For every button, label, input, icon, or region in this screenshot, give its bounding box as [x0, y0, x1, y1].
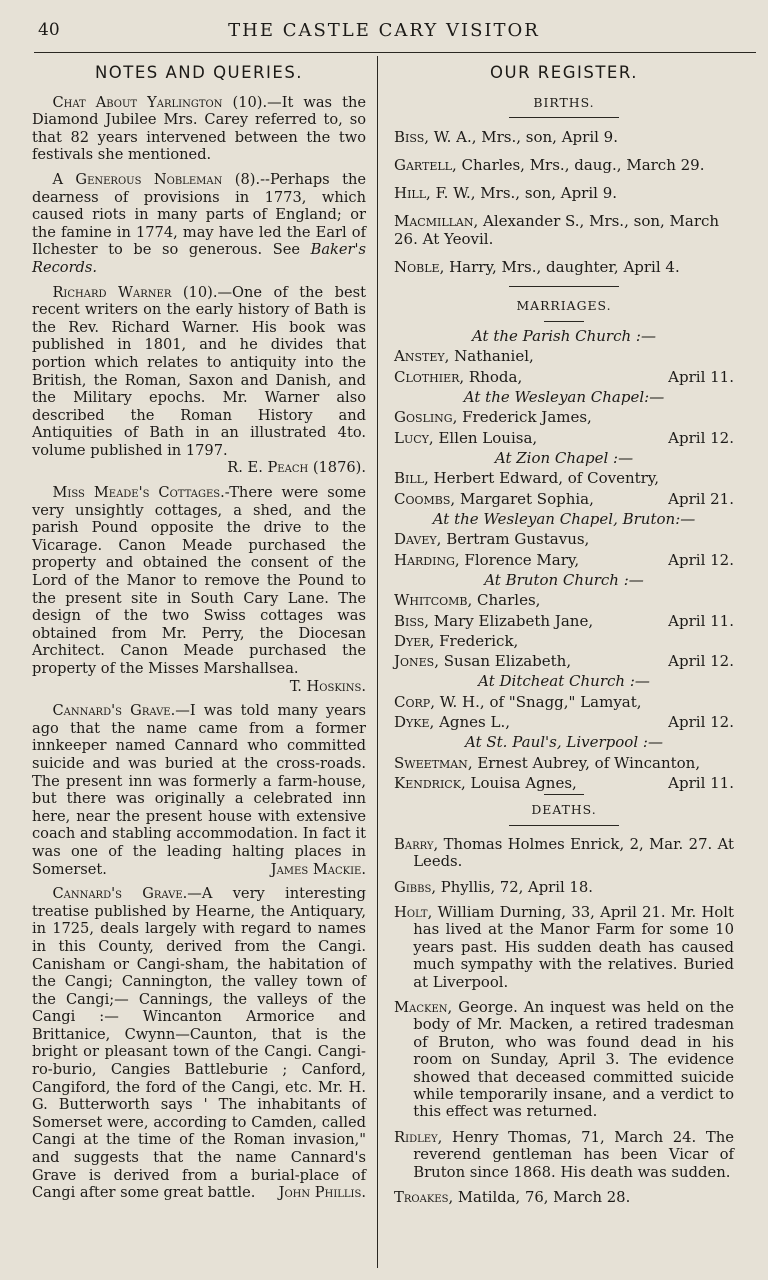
note-reference: Baker's Records.: [32, 241, 366, 276]
death-entry: [394, 1129, 734, 1181]
marriage-date: April 12.: [668, 651, 734, 670]
party-details: , Mary Elizabeth Jane,: [424, 611, 594, 630]
births-heading: BIRTHS.: [533, 94, 595, 110]
birth-details: , W. A., Mrs., son, April 9.: [424, 128, 618, 147]
death-entry: [394, 999, 734, 1121]
birth-details: , F. W., Mrs., son, April 9.: [426, 184, 618, 203]
note-entry: [32, 484, 366, 695]
note-text: —It was the Diamond Jubilee Mrs. Carey referred to, so that 82 years intervened between the two festivals she mentioned.: [32, 93, 366, 164]
marriage-party: [394, 530, 734, 548]
birth-entry: [394, 128, 734, 146]
note-entry: [32, 702, 366, 878]
note-heading: Cannard's Grave.: [52, 885, 188, 903]
party-details: , Susan Elizabeth,: [434, 651, 572, 670]
party-details: , Frederick James,: [452, 408, 592, 427]
register-column: [394, 62, 734, 1215]
surname: Corp: [394, 692, 431, 711]
surname: Jones: [394, 651, 435, 670]
marriage-party: [394, 429, 734, 447]
marriage-date: April 11.: [668, 773, 734, 792]
surname: Davey: [394, 530, 437, 549]
page-header: [34, 14, 734, 52]
surname: Coombs: [394, 489, 451, 508]
birth-entry: [394, 184, 734, 202]
party-details: , Charles,: [467, 591, 541, 610]
birth-details: , Alexander S., Mrs., son, March 26. At Yeovil.: [394, 212, 720, 249]
note-entry: [32, 171, 366, 277]
birth-entry: [394, 212, 734, 248]
register-title: OUR REGISTER.: [490, 63, 638, 82]
note-text: —One of the best recent writers on the early history of Bath is the Rev. Richard Warner. His book was published in 1801, and he divides that portion which relates to antiquity into the British, the Roman, Saxon and Danish, and the Military epochs. Mr. Warner also described the Roman History and Antiquities of Bath in an illustrated 4to. volume published in 1797.: [32, 283, 366, 459]
marriage-date: April 21.: [668, 489, 734, 508]
note-heading: Richard Warner (10).: [52, 283, 218, 301]
party-details: , Agnes L.,: [429, 712, 511, 731]
marriage-party: [394, 632, 734, 650]
marriage-party: [394, 347, 734, 365]
surname: Macken: [394, 999, 448, 1017]
party-details: , Herbert Edward, of Coventry,: [423, 469, 660, 488]
surname: Kendrick: [394, 773, 461, 792]
marriage-party: [394, 469, 734, 487]
section-rule: [544, 321, 584, 322]
marriage-venue: At St. Paul's, Liverpool :—: [465, 733, 663, 752]
surname: Gibbs: [394, 878, 432, 896]
death-entry: [394, 836, 734, 871]
note-text: --Perhaps the dearness of provisions in 1773, which caused riots in many parts of England; or the famine in 1774, may have led the Earl of Ilchester to be so generous. See: [32, 170, 367, 259]
marriage-date: April 12.: [668, 428, 734, 447]
party-details: , Margaret Sophia,: [450, 489, 594, 508]
surname: Bill: [394, 469, 424, 488]
marriage-party: [394, 652, 734, 670]
surname: Troakes: [394, 1189, 449, 1207]
party-details: , Ellen Louisa,: [428, 428, 538, 447]
marriage-venue: At the Wesleyan Chapel:—: [463, 387, 665, 406]
note-entry: [32, 885, 366, 1202]
party-details: , Ernest Aubrey, of Wincanton,: [467, 753, 701, 772]
party-details: , W. H., of "Snagg," Lamyat,: [430, 692, 642, 711]
death-details: , Thomas Holmes Enrick, 2, Mar. 27. At Leeds.: [413, 835, 734, 871]
surname: Harding: [394, 550, 455, 569]
marriage-venue: At Bruton Church :—: [484, 570, 644, 589]
surname: Anstey: [394, 347, 445, 366]
birth-entry: [394, 156, 734, 174]
surname: Ridley: [394, 1128, 438, 1146]
death-details: , Matilda, 76, March 28.: [448, 1189, 631, 1207]
party-details: , Rhoda,: [459, 367, 523, 386]
birth-details: , Harry, Mrs., daughter, April 4.: [439, 258, 680, 277]
surname: Gosling: [394, 408, 453, 427]
marriage-venue: At Ditcheat Church :—: [478, 672, 650, 691]
marriage-venue: At the Parish Church :—: [471, 326, 656, 345]
surname: Sweetman: [394, 753, 468, 772]
surname: Biss: [394, 611, 425, 630]
death-details: , Phyllis, 72, April 18.: [431, 878, 593, 896]
death-details: , William Durning, 33, April 21. Mr. Holt has lived at the Manor Farm for some 10 years past. His sudden death has caused much sympathy with the relatives. Buried at Liverpool.: [413, 904, 734, 991]
marriage-party: [394, 490, 734, 508]
surname: Noble: [394, 258, 440, 277]
note-text: -There were some very unsightly cottages, a shed, and the parish Pound opposite the drive to the Vicarage. Canon Meade purchased the property and obtained the consent of the Lord of the Manor to remove the Pound to the present site in South Cary Lane. The design of the two Swiss cottages was obtained from Mr. Perry, the Diocesan Architect. Canon Meade purchased the property of the Misses Marshallsea.: [32, 484, 366, 677]
death-entry: [394, 904, 734, 991]
marriage-party: [394, 408, 734, 426]
header-rule: [34, 52, 756, 53]
note-signature: James Mackie.: [270, 860, 366, 878]
marriage-party: [394, 754, 734, 772]
death-entry: [394, 1189, 734, 1206]
marriage-party: [394, 591, 734, 609]
section-rule: [509, 825, 619, 826]
marriages-heading: MARRIAGES.: [516, 298, 612, 314]
marriage-venue: At the Wesleyan Chapel, Bruton:—: [432, 509, 696, 528]
marriage-party: [394, 774, 734, 792]
note-heading: Miss Meade's Cottages.: [52, 484, 225, 502]
marriage-venue: At Zion Chapel :—: [494, 448, 634, 467]
marriage-date: April 12.: [668, 550, 734, 569]
surname: Whitcomb: [394, 591, 468, 610]
running-title: THE CASTLE CARY VISITOR: [228, 20, 540, 41]
deaths-heading: DEATHS.: [531, 802, 597, 818]
death-details: , George. An inquest was held on the body of Mr. Macken, a retired tradesman of Bruton, who was found dead in his room on Sunday, April 3. The evidence showed that deceased committed suicide while temporarily insane, and a verdict to this effect was returned.: [413, 999, 734, 1121]
surname: Dyer: [394, 631, 430, 650]
surname: Dyke: [394, 712, 430, 731]
note-entry: [32, 284, 366, 478]
party-details: , Florence Mary,: [454, 550, 580, 569]
note-signature: T. Hoskins.: [289, 677, 366, 695]
marriage-date: April 11.: [668, 611, 734, 630]
note-entry: [32, 94, 366, 164]
surname: Macmillan: [394, 212, 474, 231]
party-details: , Bertram Gustavus,: [436, 530, 590, 549]
section-rule: [509, 117, 619, 118]
page-number: 40: [38, 20, 60, 40]
party-details: , Louisa Agnes,: [460, 773, 577, 792]
surname: Lucy: [394, 428, 429, 447]
note-heading: Chat About Yarlington (10).: [52, 93, 268, 111]
surname: Hill: [394, 184, 427, 203]
death-entry: [394, 879, 734, 896]
note-text: —A very interesting treatise published by Hearne, the Antiquary, in 1725, deals largely with regard to names in this County, derived from the Cangi. Canisham or Cangi-sham, the habitation of the Cangi; Cannington, the valley town of the Cangi;— Cannings, the valleys of the Cangi :— Wincanton Armorice and Brittanice, Cwynn—Caunton, that is the bright or pleasant town of the Cangi. Cangi-ro-burio, Cangies Battleburie ; Canford, Cangiford, the ford of the Cangi, etc. Mr. H. G. Butterworth says ' The inhabitants of Somerset were, according to Camden, called Cangi at the time of the Roman invasion," and suggests that the name Cannard's Grave is derived from a burial-place of Cangi after some great battle.: [32, 885, 366, 1202]
marriage-party: [394, 551, 734, 569]
party-details: , Nathaniel,: [444, 347, 534, 366]
note-signature: R. E. Peach (1876).: [227, 459, 366, 477]
column-divider: [377, 56, 378, 1268]
marriage-party: [394, 612, 734, 630]
marriage-party: [394, 368, 734, 386]
death-details: , Henry Thomas, 71, March 24. The reverend gentleman has been Vicar of Bruton since 1868. His death was sudden.: [413, 1128, 734, 1181]
section-rule: [509, 286, 619, 287]
surname: Barry: [394, 835, 434, 853]
marriage-party: [394, 693, 734, 711]
birth-entry: [394, 258, 734, 276]
note-heading: Cannard's Grave.: [52, 702, 176, 720]
marriage-date: April 12.: [668, 712, 734, 731]
party-details: , Frederick,: [429, 631, 519, 650]
note-signature: John Phillis.: [278, 1184, 366, 1202]
notes-title: NOTES AND QUERIES.: [94, 63, 304, 82]
note-text: —I was told many years ago that the name came from a former innkeeper named Cannard who committed suicide and was buried at the cross-roads. The present inn was formerly a farm-house, but there was originally a celebrated inn here, near the present house with extensive coach and stabling accommodation. In fact it was one of the leading halting places in Somerset.: [32, 702, 366, 878]
birth-details: , Charles, Mrs., daug., March 29.: [452, 156, 705, 175]
surname: Clothier: [394, 367, 460, 386]
surname: Biss: [394, 128, 425, 147]
marriage-party: [394, 713, 734, 731]
section-rule: [544, 794, 584, 795]
marriage-date: April 11.: [668, 367, 734, 386]
surname: Gartell: [394, 156, 452, 175]
notes-and-queries-column: [32, 62, 366, 1209]
surname: Holt: [394, 904, 428, 921]
note-heading: A Generous Nobleman (8).: [52, 170, 261, 188]
